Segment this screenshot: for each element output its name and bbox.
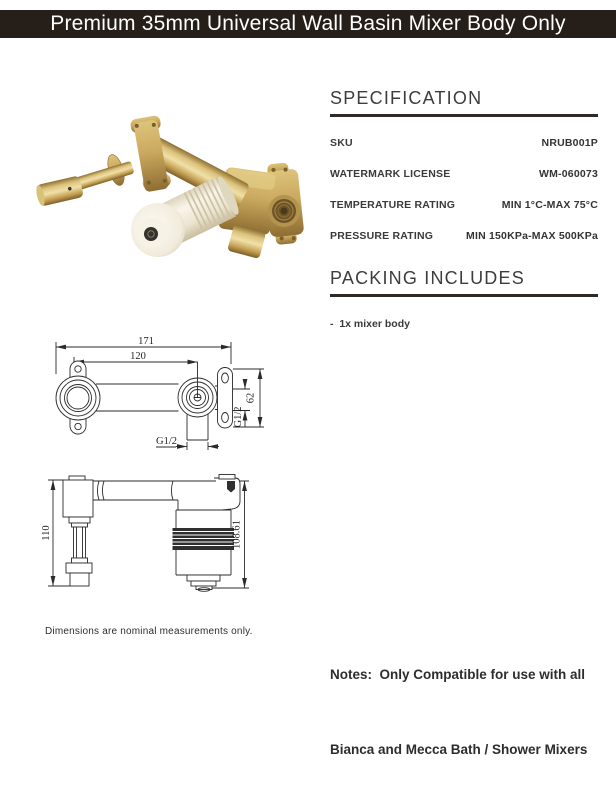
- specification-rule: [330, 114, 598, 117]
- spec-value: WM-060073: [539, 168, 598, 180]
- spec-label: TEMPERATURE RATING: [330, 199, 456, 211]
- packing-heading: PACKING INCLUDES: [330, 268, 525, 288]
- spec-row-temperature: [330, 199, 598, 211]
- page-title: Premium 35mm Universal Wall Basin Mixer Body Only: [50, 12, 566, 35]
- spec-row-watermark: [330, 168, 598, 180]
- dim-label-left-height: 110: [41, 525, 52, 541]
- spec-row-sku: [330, 137, 598, 149]
- compatibility-notes: [330, 612, 610, 812]
- specification-heading: SPECIFICATION: [330, 88, 483, 108]
- product-photo: [25, 78, 310, 268]
- packing-section: [330, 268, 598, 330]
- spout-tip: [35, 175, 84, 207]
- specification-table: [330, 137, 598, 242]
- dim-label-height: 62: [245, 392, 257, 404]
- spec-value: MIN 150KPa-MAX 500KPa: [466, 230, 598, 242]
- spec-row-pressure: [330, 230, 598, 242]
- spec-label: SKU: [330, 137, 353, 149]
- spec-value: MIN 1°C-MAX 75°C: [501, 199, 598, 211]
- dim-label-total-width: 171: [138, 336, 154, 347]
- spec-label: WATERMARK LICENSE: [330, 168, 451, 180]
- dimensions-footnote: Dimensions are nominal measurements only.: [45, 626, 253, 637]
- specification-section: [330, 88, 598, 242]
- dim-label-bottom-thread: G1/2: [156, 436, 177, 447]
- spout-shank: [75, 161, 134, 190]
- spec-value: NRUB001P: [541, 137, 598, 149]
- packing-item: - 1x mixer body: [330, 318, 410, 330]
- notes-line-1: Notes: Only Compatible for use with all: [330, 667, 586, 682]
- packing-rule: [330, 294, 598, 297]
- title-bar: [0, 10, 616, 38]
- dim-label-right-height: 108.61: [231, 520, 243, 549]
- spec-label: PRESSURE RATING: [330, 230, 434, 242]
- notes-line-2: Bianca and Mecca Bath / Shower Mixers: [330, 742, 588, 757]
- side-view-drawing: [38, 463, 256, 595]
- front-view-drawing: [28, 328, 278, 456]
- dim-label-center-width: 120: [130, 351, 146, 362]
- female-thread-port: [268, 195, 300, 227]
- dim-label-side-thread: G1/2: [233, 406, 244, 428]
